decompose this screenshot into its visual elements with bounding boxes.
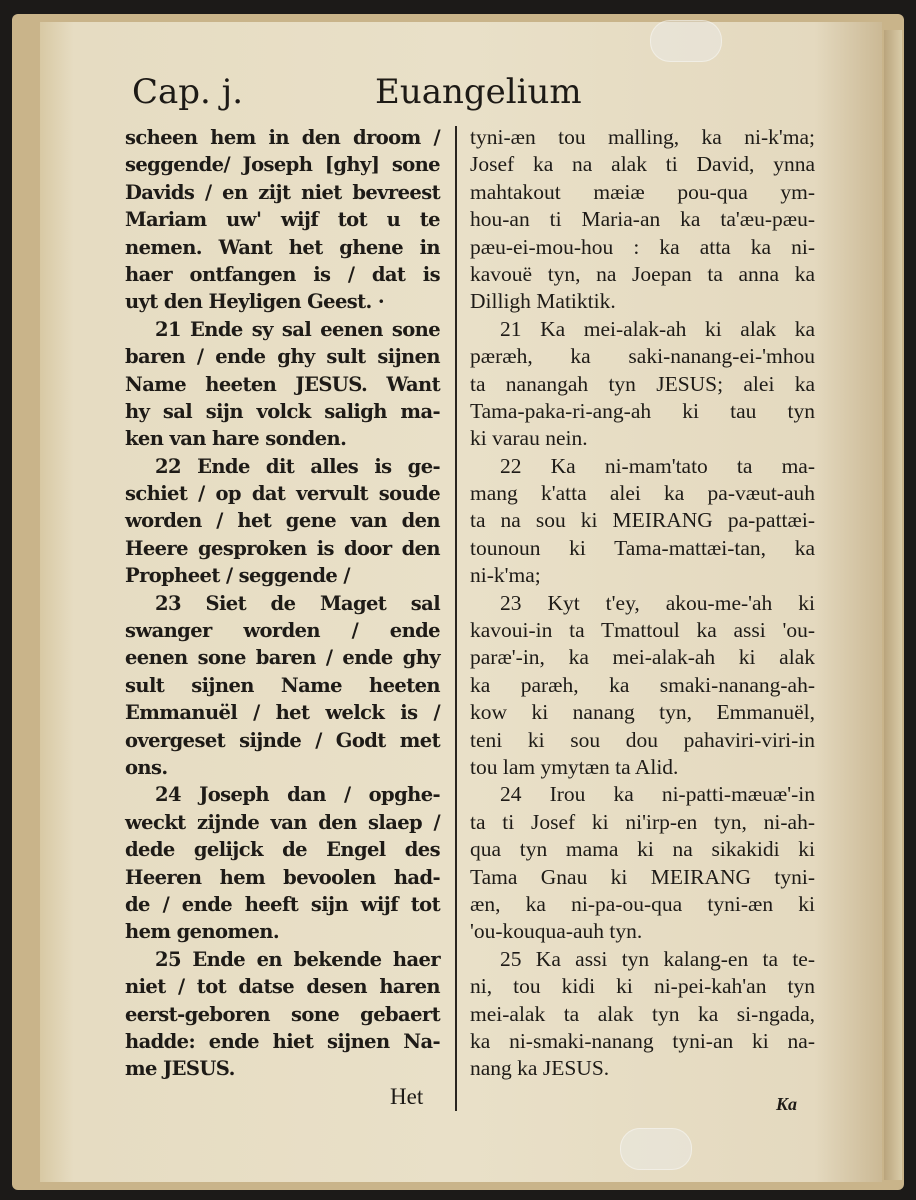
page-clip-top [650, 20, 722, 62]
next-page-edge [884, 30, 902, 1180]
dutch-text-column [125, 124, 440, 1083]
text-line: schiet / op dat vervult soude [125, 482, 440, 506]
text-line: uyt den Heyligen Geest. · [125, 290, 385, 314]
text-line: Heere gesproken is door den [125, 536, 440, 560]
text-line: hou-an ti Maria-an ka ta'æu-pæu- [470, 207, 815, 232]
text-line: hadde: ende hiet sijnen Na- [125, 1029, 440, 1053]
text-line: Propheet / seggende / [125, 564, 350, 588]
text-line: worden / het gene van den [125, 509, 440, 533]
text-line: ka paræh, ka smaki-nanang-ah- [470, 672, 815, 697]
text-line: tou lam ymytæn ta Alid. [470, 754, 679, 779]
text-line: ki varau nein. [470, 426, 588, 451]
text-line: kow ki nanang tyn, Emmanuël, [470, 700, 815, 725]
text-line: Dilligh Matiktik. [470, 289, 616, 314]
text-line: ken van hare sonden. [125, 427, 347, 451]
text-line: qua tyn mama ki na sikakidi ki [470, 837, 815, 862]
catchword-right: Ka [776, 1094, 798, 1114]
text-line: haer ontfangen is / dat is [125, 262, 440, 286]
text-line: mei-alak ta alak tyn ka si-ngada, [470, 1001, 815, 1026]
text-line: 'ou-kouqua-auh tyn. [470, 919, 643, 944]
text-line: hy sal sijn volck saligh ma- [125, 399, 440, 423]
text-line: 23 Kyt t'ey, akou-me-'ah ki [500, 590, 815, 615]
text-line: æn, ka ni-pa-ou-qua tyni-æn ki [470, 891, 815, 916]
text-line: teni ki sou dou pahaviri-viri-in [470, 727, 815, 752]
text-line: ni, tou kidi ki ni-pei-kah'an tyn [470, 974, 815, 999]
text-line: ta ti Josef ki ni'irp-en tyn, ni-ah- [470, 809, 815, 834]
text-line: pæu-ei-mou-hou : ka atta ka ni- [470, 234, 815, 259]
text-line: Josef ka na alak ti David, ynna [470, 152, 815, 177]
text-line: Mariam uw' wijf tot u te [125, 208, 440, 232]
text-line: 24 Irou ka ni-patti-mæuæ'-in [500, 782, 815, 807]
text-line: ta na sou ki MEIRANG pa-pattæi- [470, 508, 815, 533]
text-line: nang ka JESUS. [470, 1056, 610, 1081]
text-line: 22 Ka ni-mam'tato ta ma- [500, 453, 815, 478]
text-line: ons. [125, 755, 168, 779]
catchword-left: Het [390, 1084, 424, 1109]
text-line: Heeren hem bevoolen had- [125, 865, 440, 889]
page-title: Euangelium [375, 72, 582, 112]
text-line: 21 Ende sy sal eenen sone [155, 317, 440, 341]
text-line: 23 Siet de Maget sal [155, 591, 440, 615]
text-line: eerst-geboren sone gebaert [125, 1002, 440, 1026]
text-line: ta nanangah tyn JESUS; alei ka [470, 371, 815, 396]
text-line: overgeset sijnde / Godt met [125, 728, 440, 752]
text-line: niet / tot datse desen haren [125, 975, 440, 999]
text-line: tounoun ki Tama-mattæi-tan, ka [470, 535, 815, 560]
text-line: hem genomen. [125, 920, 280, 944]
chapter-heading: Cap. j. [132, 72, 244, 112]
formosan-text-column [470, 124, 815, 1083]
text-line: 21 Ka mei-alak-ah ki alak ka [500, 316, 815, 341]
text-line: weckt zijnde van den slaep / [125, 810, 440, 834]
text-line: Tama Gnau ki MEIRANG tyni- [470, 864, 815, 889]
page-clip-bottom [620, 1128, 692, 1170]
text-line: paræ'-in, ka mei-alak-ah ki alak [470, 645, 815, 670]
text-line: swanger worden / ende [125, 619, 440, 643]
column-divider [455, 126, 457, 1111]
text-line: baren / ende ghy sult sijnen [125, 345, 440, 369]
text-line: nemen. Want het ghene in [125, 235, 440, 259]
text-line: mahtakout mæiæ pou-qua ym- [470, 179, 815, 204]
text-line: Emmanuël / het welck is / [125, 701, 440, 725]
text-line: tyni-æn tou malling, ka ni-k'ma; [470, 125, 815, 149]
text-line: 25 Ende en bekende haer [155, 947, 440, 971]
text-line: 24 Joseph dan / opghe- [155, 783, 440, 807]
text-line: 25 Ka assi tyn kalang-en ta te- [500, 946, 815, 971]
text-line: mang k'atta alei ka pa-væut-auh [470, 481, 815, 506]
text-line: de / ende heeft sijn wijf tot [125, 892, 440, 916]
text-line: scheen hem in den droom / [125, 126, 440, 149]
text-line: kavouë tyn, na Joepan ta anna ka [470, 261, 815, 286]
text-line: Tama-paka-ri-ang-ah ki tau tyn [470, 398, 815, 423]
text-line: me JESUS. [125, 1057, 235, 1081]
text-line: Davids / en zijt niet bevreest [125, 180, 440, 204]
text-line: pæræh, ka saki-nanang-ei-'mhou [470, 344, 815, 369]
text-line: Name heeten JESUS. Want [125, 372, 440, 396]
text-line: eenen sone baren / ende ghy [125, 646, 440, 670]
text-line: sult sijnen Name heeten [125, 673, 440, 697]
text-line: ni-k'ma; [470, 563, 541, 588]
text-line: seggende/ Joseph [ghy] sone [125, 153, 440, 177]
text-line: ka ni-smaki-nanang tyni-an ki na- [470, 1028, 815, 1053]
text-line: kavoui-in ta Tmattoul ka assi 'ou- [470, 618, 815, 643]
text-line: 22 Ende dit alles is ge- [155, 454, 440, 478]
text-line: dede gelijck de Engel des [125, 838, 440, 862]
